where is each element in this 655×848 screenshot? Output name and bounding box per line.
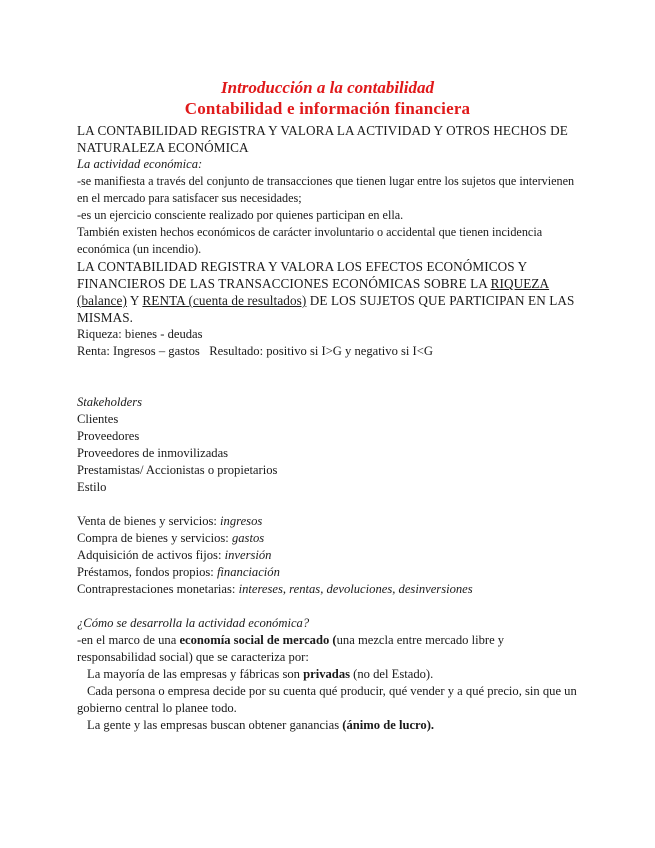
flow-item: Venta de bienes y servicios: ingresos xyxy=(77,514,263,528)
point-3: La gente y las empresas buscan obtener ganancias (ánimo de lucro). xyxy=(87,718,435,732)
stakeholder-item: Proveedores xyxy=(77,429,140,443)
stakeholder-item: Prestamistas/ Accionistas o propietarios xyxy=(77,463,278,477)
question-heading: ¿Cómo se desarrolla la actividad económica? xyxy=(77,616,310,630)
stakeholders-label: Stakeholders xyxy=(77,395,143,409)
point-1: La mayoría de las empresas y fábricas son privadas (no del Estado). xyxy=(87,667,434,681)
flow-item: Compra de bienes y servicios: gastos xyxy=(77,531,265,545)
flow-item: Contraprestaciones monetarias: intereses, rentas, devoluciones, desinversiones xyxy=(77,582,473,596)
stakeholder-item: Estilo xyxy=(77,480,107,494)
section-heading-2: LA CONTABILIDAD REGISTRA Y VALORA LOS EFECTOS ECONÓMICOS Y FINANCIEROS DE LAS TRANSACCIONES ECONÓMICAS SOBRE LA RIQUEZA (balance) Y RENTA (cuenta de resultados) DE LOS SUJETOS QUE PARTICIPAN EN LAS MISMAS. xyxy=(77,259,575,325)
riqueza-formula: Riqueza: bienes - deudas xyxy=(77,327,203,341)
market-paragraph: -en el marco de una economía social de mercado (una mezcla entre mercado libre y responsabilidad social) que se caracteriza por: xyxy=(77,633,505,664)
stakeholder-item: Clientes xyxy=(77,412,119,426)
renta-formula: Renta: Ingresos – gastos Resultado: positivo si I>G y negativo si I<G xyxy=(77,344,433,358)
page-title: Introducción a la contabilidad xyxy=(221,78,434,97)
stakeholder-item: Proveedores de inmovilizadas xyxy=(77,446,229,460)
flow-item: Préstamos, fondos propios: financiación xyxy=(77,565,280,579)
flow-item: Adquisición de activos fijos: inversión xyxy=(77,548,272,562)
actividad-label: La actividad económica: xyxy=(77,157,203,171)
actividad-line-2: -es un ejercicio consciente realizado por quienes participan en ella. xyxy=(77,208,404,222)
document-body xyxy=(77,122,577,734)
point-2: Cada persona o empresa decide por su cuenta qué producir, qué vender y a qué precio, sin que un gobierno central lo planee todo. xyxy=(77,684,577,715)
riqueza-term: RIQUEZA (balance) xyxy=(77,276,550,308)
page-subtitle: Contabilidad e información financiera xyxy=(184,99,471,118)
section-heading-1: LA CONTABILIDAD REGISTRA Y VALORA LA ACTIVIDAD Y OTROS HECHOS DE NATURALEZA ECONÓMICA xyxy=(77,123,568,155)
actividad-line-3: También existen hechos económicos de carácter involuntario o accidental que tienen incidencia económica (un incendio). xyxy=(77,225,543,256)
renta-term: RENTA (cuenta de resultados) xyxy=(142,293,307,308)
actividad-line-1: -se manifiesta a través del conjunto de transacciones que tienen lugar entre los sujetos que intervienen en el mercado para satisfacer sus necesidades; xyxy=(77,174,575,205)
